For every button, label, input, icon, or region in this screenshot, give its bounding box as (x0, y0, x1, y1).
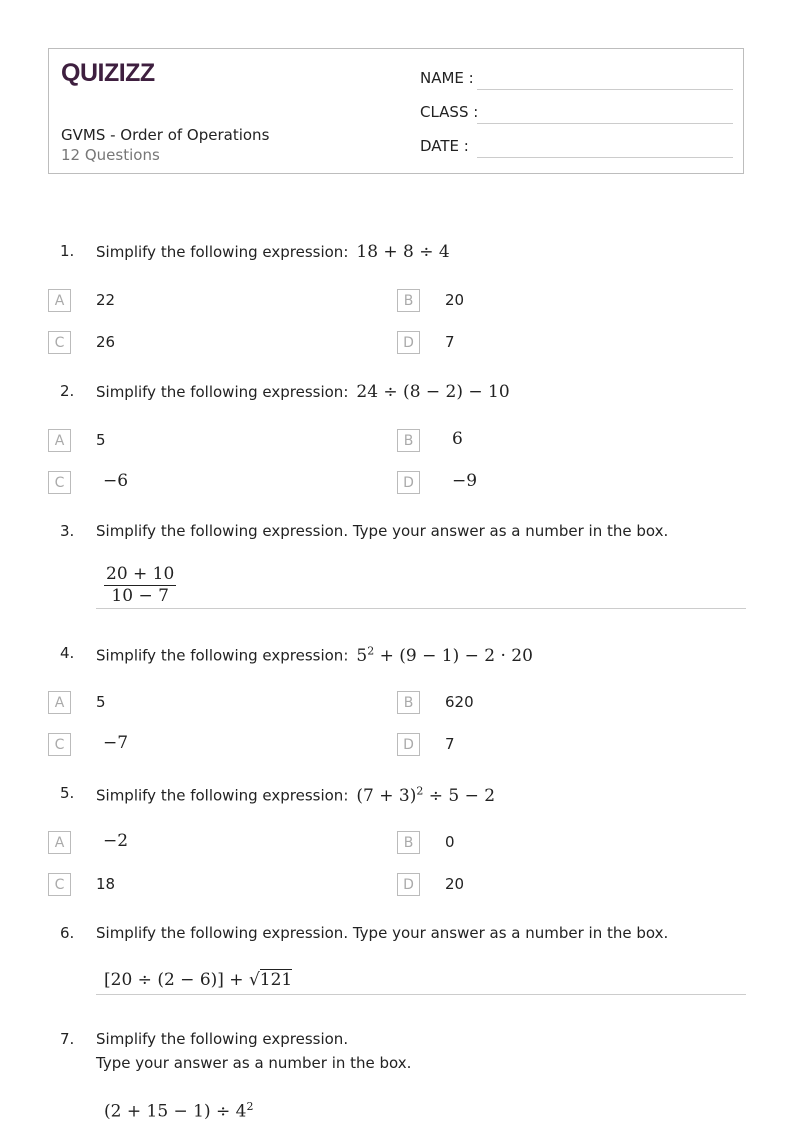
option-c[interactable]: 18 (96, 875, 116, 893)
radicand: 121 (259, 970, 293, 990)
name-label: NAME : (420, 69, 474, 87)
option-a[interactable]: 5 (96, 431, 106, 449)
question-number: 2. (60, 382, 75, 400)
option-c-letter[interactable]: C (48, 471, 71, 494)
question-text (96, 382, 510, 402)
option-b[interactable]: 20 (445, 291, 465, 309)
option-b[interactable]: 0 (445, 833, 455, 851)
expr-exponent: 2 (367, 644, 375, 657)
option-d[interactable]: 20 (445, 875, 465, 893)
question-text (96, 242, 450, 262)
worksheet-header (48, 48, 744, 174)
question-text (96, 784, 495, 806)
name-field[interactable] (477, 89, 733, 90)
fraction-numerator: 20 + 10 (106, 564, 175, 584)
question-number: 3. (60, 522, 75, 540)
option-b-letter[interactable]: B (397, 289, 420, 312)
option-b[interactable]: 6 (452, 429, 463, 449)
option-a-letter[interactable]: A (48, 831, 71, 854)
worksheet-title: GVMS - Order of Operations (61, 126, 270, 144)
expr-rest: ÷ 5 − 2 (428, 785, 496, 806)
expr-base: 5 (356, 645, 368, 666)
date-field[interactable] (477, 157, 733, 158)
math-expression (104, 1100, 254, 1122)
question-count: 12 Questions (61, 146, 160, 164)
option-c-letter[interactable]: C (48, 733, 71, 756)
option-c-letter[interactable]: C (48, 331, 71, 354)
math-expression: 24 ÷ (8 − 2) − 10 (356, 382, 510, 402)
option-b-letter[interactable]: B (397, 691, 420, 714)
option-c[interactable]: 26 (96, 333, 116, 351)
question-number: 5. (60, 784, 75, 802)
option-d[interactable]: −9 (452, 471, 478, 491)
math-expression (104, 970, 292, 990)
option-a[interactable]: −2 (103, 831, 129, 851)
question-prompt: Simplify the following expression: (96, 786, 349, 805)
expr-pre: [20 ÷ (2 − 6)] + √ (104, 970, 260, 990)
question-text-line2: Type your answer as a number in the box. (96, 1054, 412, 1072)
option-a[interactable]: 22 (96, 291, 116, 309)
option-d[interactable]: 7 (445, 333, 455, 351)
math-fraction (104, 564, 176, 606)
expr-rest: + (9 − 1) − 2 · 20 (379, 645, 533, 666)
option-d-letter[interactable]: D (397, 471, 420, 494)
question-number: 6. (60, 924, 75, 942)
quizizz-logo: QUIZIZZ (61, 59, 155, 87)
option-d-letter[interactable]: D (397, 733, 420, 756)
question-number: 4. (60, 644, 75, 662)
option-b[interactable]: 620 (445, 693, 474, 711)
option-b-letter[interactable]: B (397, 831, 420, 854)
option-a-letter[interactable]: A (48, 289, 71, 312)
question-prompt: Simplify the following expression: (96, 383, 349, 401)
option-c[interactable]: −7 (103, 733, 129, 753)
question-text: Simplify the following expression. Type your answer as a number in the box. (96, 522, 669, 540)
expr-base: (7 + 3) (356, 785, 417, 806)
answer-box[interactable] (96, 608, 746, 609)
option-d-letter[interactable]: D (397, 331, 420, 354)
math-expression: 18 + 8 ÷ 4 (356, 242, 450, 262)
option-a[interactable]: 5 (96, 693, 106, 711)
expr-exponent: 2 (416, 784, 424, 797)
fraction-denominator: 10 − 7 (111, 586, 169, 606)
class-label: CLASS : (420, 103, 479, 121)
question-text: Simplify the following expression. Type your answer as a number in the box. (96, 924, 669, 942)
date-label: DATE : (420, 137, 469, 155)
class-field[interactable] (477, 123, 733, 124)
question-prompt: Simplify the following expression: (96, 243, 349, 261)
option-a-letter[interactable]: A (48, 429, 71, 452)
question-number: 1. (60, 242, 75, 260)
question-text (96, 644, 533, 666)
option-a-letter[interactable]: A (48, 691, 71, 714)
expr-base: (2 + 15 − 1) ÷ 4 (104, 1101, 247, 1122)
option-d[interactable]: 7 (445, 735, 455, 753)
option-b-letter[interactable]: B (397, 429, 420, 452)
math-expression (356, 786, 495, 806)
option-c[interactable]: −6 (103, 471, 129, 491)
answer-box[interactable] (96, 994, 746, 995)
expr-exponent: 2 (246, 1100, 254, 1113)
math-expression (356, 646, 533, 666)
option-d-letter[interactable]: D (397, 873, 420, 896)
question-prompt: Simplify the following expression: (96, 646, 349, 665)
option-c-letter[interactable]: C (48, 873, 71, 896)
question-number: 7. (60, 1030, 75, 1048)
question-text: Simplify the following expression. (96, 1030, 349, 1048)
